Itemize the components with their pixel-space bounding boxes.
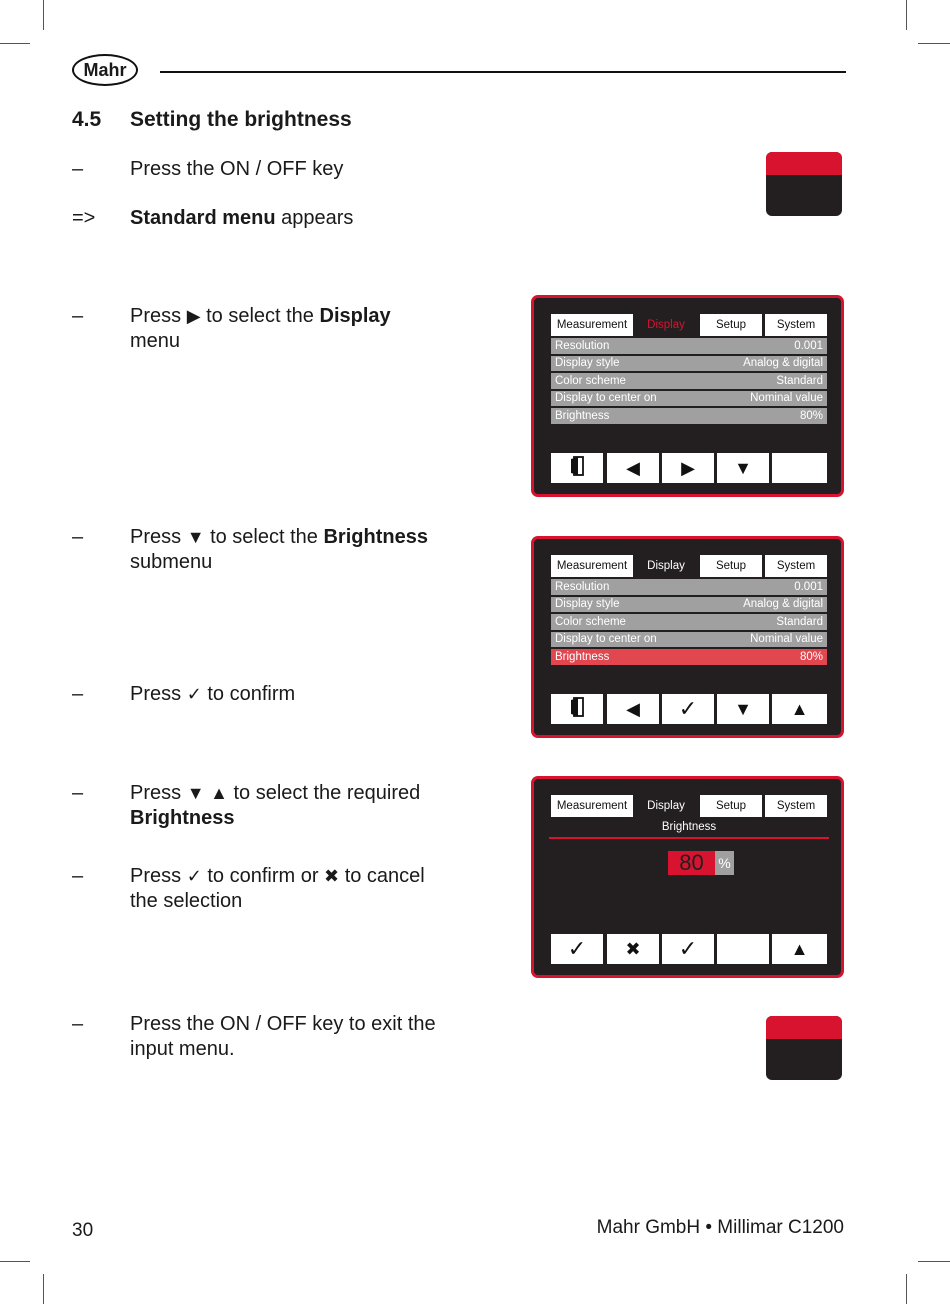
arrow-right-icon: ▶	[186, 306, 201, 326]
check-icon: ✓	[567, 936, 587, 961]
menu-row-display-center[interactable]	[551, 632, 827, 648]
arrow-left-icon: ◀	[626, 698, 640, 719]
tab-measurement[interactable]: Measurement	[551, 555, 633, 577]
left-button[interactable]	[607, 694, 659, 724]
menu-list	[551, 579, 827, 667]
row-value: Analog & digital	[743, 598, 823, 611]
step-text	[130, 682, 460, 707]
step-text-mid: to confirm or	[201, 865, 325, 887]
step-bullet: –	[72, 158, 84, 180]
step-text-post: to confirm	[201, 683, 296, 705]
row-label: Resolution	[555, 580, 610, 593]
down-button[interactable]	[717, 694, 769, 724]
step-text-post: to cancel	[339, 865, 425, 887]
row-value: Standard	[776, 615, 823, 628]
crop-mark	[43, 1274, 44, 1304]
step-text	[130, 304, 460, 354]
brightness-unit: %	[715, 851, 734, 875]
editor-title: Brightness	[661, 821, 717, 833]
tab-system[interactable]: System	[765, 555, 827, 577]
step-bullet: –	[72, 782, 84, 804]
device-screen-brightness-editor	[531, 776, 844, 978]
check-icon: ✓	[678, 936, 698, 961]
menu-row-resolution[interactable]	[551, 338, 827, 354]
menu-row-resolution[interactable]	[551, 579, 827, 595]
tab-setup[interactable]: Setup	[700, 314, 762, 336]
tab-display[interactable]: Display	[635, 555, 697, 577]
blank-button[interactable]	[717, 934, 769, 964]
step-bullet: –	[72, 1013, 84, 1035]
row-value: Standard	[776, 374, 823, 387]
row-label: Display to center on	[555, 633, 657, 646]
arrow-right-icon: ▶	[681, 457, 695, 478]
row-value: Analog & digital	[743, 357, 823, 370]
crop-mark	[906, 0, 907, 30]
menu-row-brightness[interactable]	[551, 408, 827, 424]
step-text-mid: to select the	[200, 305, 320, 327]
row-label: Brightness	[555, 650, 610, 663]
on-off-key[interactable]	[766, 152, 842, 216]
confirm-button[interactable]	[662, 934, 714, 964]
tab-system[interactable]: System	[765, 795, 827, 817]
mahr-logo	[72, 54, 138, 86]
up-button[interactable]	[772, 934, 827, 964]
step-text-line2: the selection	[130, 890, 243, 912]
step-bold: Display	[319, 305, 391, 327]
menu-row-display-style[interactable]	[551, 356, 827, 372]
step-text	[130, 525, 460, 575]
exit-door-icon	[568, 456, 586, 481]
function-key-bar	[551, 453, 827, 483]
section-title: Setting the brightness	[130, 108, 352, 131]
row-label: Resolution	[555, 339, 610, 352]
tab-setup[interactable]: Setup	[700, 555, 762, 577]
step-bullet: –	[72, 865, 84, 887]
step-text-pre: Press	[130, 683, 187, 705]
cross-icon: ✖	[625, 938, 641, 959]
row-value: 80%	[799, 409, 823, 422]
row-label: Display style	[555, 598, 620, 611]
menu-row-display-style[interactable]	[551, 597, 827, 613]
on-off-key[interactable]	[766, 1016, 842, 1080]
arrow-down-icon: ▼	[734, 457, 752, 478]
step-bullet: –	[72, 305, 84, 327]
crop-mark	[0, 1261, 30, 1262]
step-text-pre: Press	[130, 782, 187, 804]
row-value: 80%	[799, 650, 823, 663]
tab-setup[interactable]: Setup	[700, 795, 762, 817]
tab-measurement[interactable]: Measurement	[551, 314, 633, 336]
brightness-value[interactable]: 80	[668, 851, 715, 875]
step-text-rest: appears	[275, 207, 354, 229]
row-value: Nominal value	[750, 392, 823, 405]
exit-button[interactable]	[551, 694, 603, 724]
row-value: Nominal value	[750, 633, 823, 646]
crop-mark	[906, 1274, 907, 1304]
arrow-down-icon: ▼	[734, 698, 752, 719]
step-text	[130, 1012, 460, 1062]
arrow-up-icon: ▲	[790, 698, 809, 719]
tab-bar	[551, 314, 829, 336]
menu-row-color-scheme[interactable]	[551, 614, 827, 630]
crop-mark	[918, 43, 950, 44]
tab-bar	[551, 795, 829, 817]
menu-row-brightness-selected[interactable]	[551, 649, 827, 665]
step-text: Press the ON / OFF key	[130, 158, 344, 180]
blank-button[interactable]	[772, 453, 827, 483]
step-text-line2: menu	[130, 330, 181, 352]
arrow-up-icon: ▲	[790, 938, 809, 959]
tab-display[interactable]: Display	[635, 314, 697, 336]
menu-row-display-center[interactable]	[551, 391, 827, 407]
step-text-pre: Press	[130, 305, 187, 327]
check-icon: ✓	[678, 696, 698, 721]
row-label: Display style	[555, 357, 620, 370]
left-button[interactable]	[607, 453, 659, 483]
arrow-down-icon: ▼	[186, 783, 205, 803]
menu-list	[551, 338, 827, 426]
crop-mark	[0, 43, 30, 44]
row-label: Color scheme	[555, 374, 626, 387]
device-screen-brightness-selected	[531, 536, 844, 738]
step-bold: Standard menu	[130, 207, 276, 229]
logo-text: Mahr	[83, 59, 127, 80]
step-arrow: =>	[72, 207, 96, 229]
confirm-button[interactable]	[551, 934, 603, 964]
check-icon: ✓	[186, 866, 202, 886]
cancel-button[interactable]	[607, 934, 659, 964]
function-key-bar	[551, 694, 827, 724]
exit-button[interactable]	[551, 453, 603, 483]
row-label: Display to center on	[555, 392, 657, 405]
crop-mark	[918, 1261, 950, 1262]
step-text-pre: Press	[130, 865, 187, 887]
step-text-line2: input menu.	[130, 1038, 235, 1060]
step-text	[130, 781, 460, 831]
down-button[interactable]	[717, 453, 769, 483]
right-button[interactable]	[662, 453, 714, 483]
arrow-left-icon: ◀	[626, 457, 640, 478]
confirm-button[interactable]	[662, 694, 714, 724]
on-off-key-band	[766, 1016, 842, 1039]
cross-icon: ✖	[324, 866, 340, 886]
section-number: 4.5	[72, 108, 102, 131]
up-button[interactable]	[772, 694, 827, 724]
on-off-key-band	[766, 152, 842, 175]
menu-row-color-scheme[interactable]	[551, 373, 827, 389]
editor-divider	[549, 837, 829, 839]
tab-bar	[551, 555, 829, 577]
step-bold: Brightness	[323, 526, 428, 548]
check-icon: ✓	[186, 684, 202, 704]
row-value: 0.001	[794, 580, 823, 593]
arrow-up-icon: ▲	[210, 783, 228, 803]
page-number: 30	[72, 1220, 94, 1241]
footer-brand: Mahr GmbH • Millimar C1200	[596, 1217, 844, 1238]
device-screen-display-menu	[531, 295, 844, 497]
step-text-mid: to select the	[204, 526, 324, 548]
step-bold: Brightness	[130, 807, 235, 829]
step-text-line2: submenu	[130, 551, 213, 573]
step-bullet: –	[72, 683, 84, 705]
row-value: 0.001	[794, 339, 823, 352]
function-key-bar	[551, 934, 827, 964]
step-text-pre: Press	[130, 526, 187, 548]
crop-mark	[43, 0, 44, 30]
step-bullet: –	[72, 526, 84, 548]
arrow-down-icon: ▼	[186, 527, 205, 547]
tab-measurement[interactable]: Measurement	[551, 795, 633, 817]
tab-system[interactable]: System	[765, 314, 827, 336]
row-label: Color scheme	[555, 615, 626, 628]
exit-door-icon	[568, 697, 586, 722]
tab-display[interactable]: Display	[635, 795, 697, 817]
step-text-line1: Press the ON / OFF key to exit the	[130, 1013, 436, 1035]
step-text	[130, 206, 460, 231]
row-label: Brightness	[555, 409, 610, 422]
header-rule	[160, 71, 846, 73]
step-text	[130, 864, 460, 914]
step-text-post: to select the required	[227, 782, 421, 804]
